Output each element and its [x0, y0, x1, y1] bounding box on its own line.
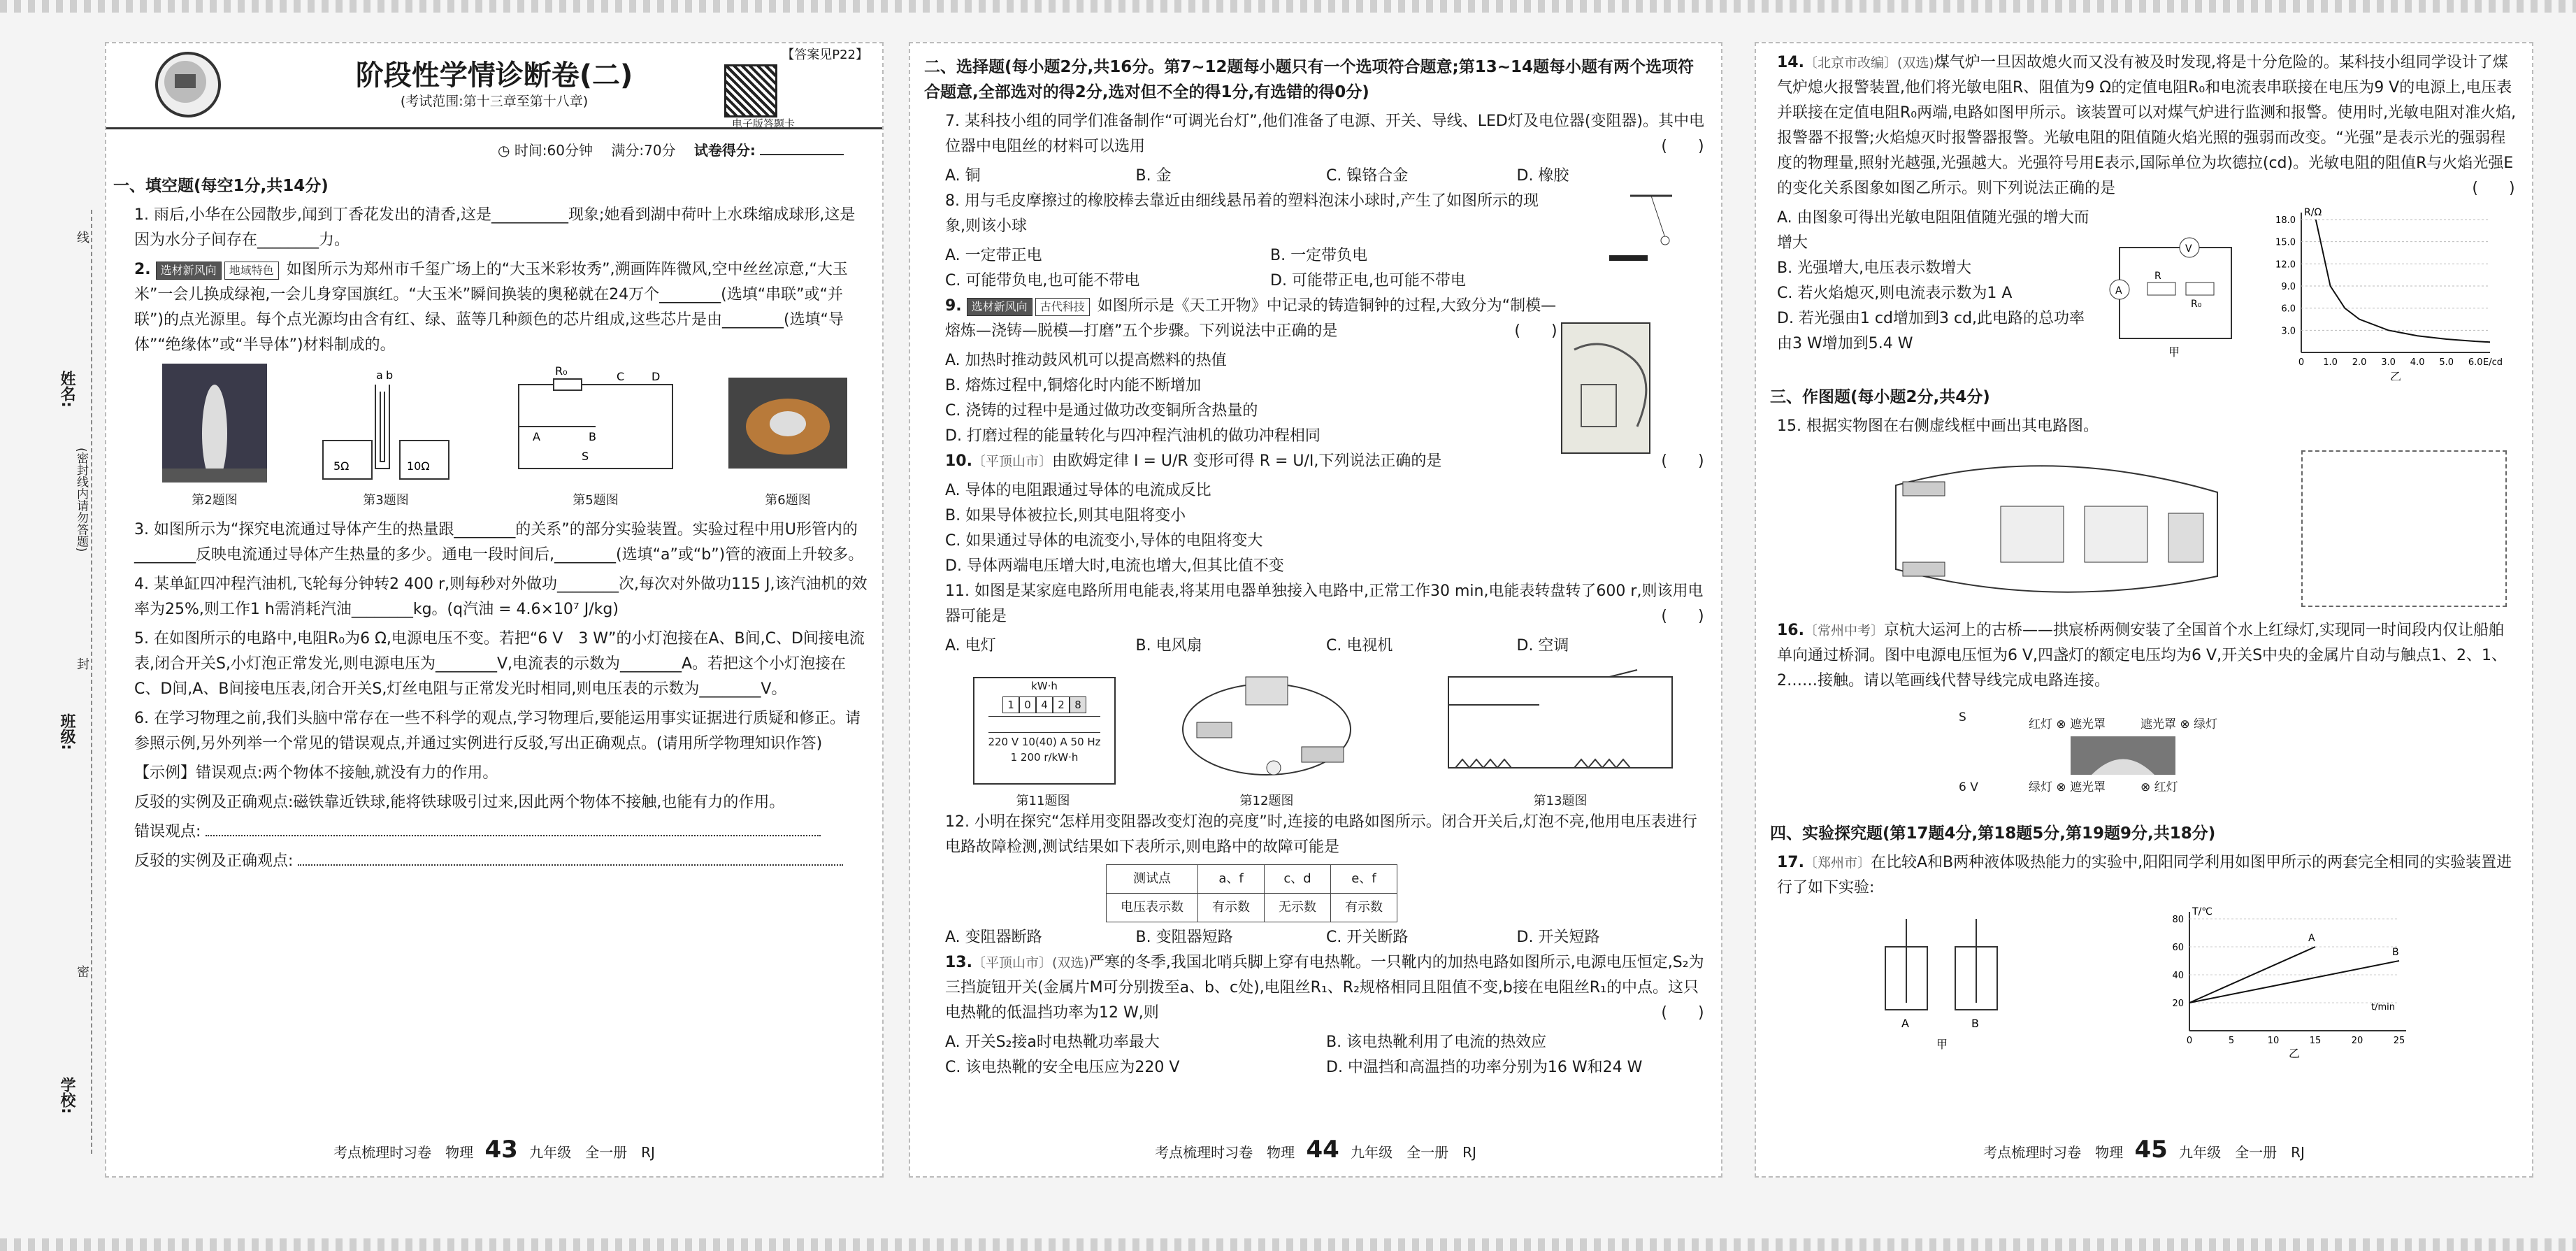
option-12b[interactable]: B. 变阻器短路 [1135, 929, 1233, 946]
score-input[interactable] [760, 138, 844, 155]
question-13: 13.〔平顶山市〕(双选)严寒的冬季,我国北哨兵脚上穿有电热靴。一只靴内的加热电路如图所示,电源电压恒定,S₂为三挡旋钮开关(金属片M可分别拨至a、b、c处),电阻丝R₁、R₂规格相同且阻值不变,b接在电阻丝R₁的中点。这只电热靴的低温挡功率为12 W,则 ( ) [924, 950, 1707, 1026]
question-4: 4. 某单缸四冲程汽油机,飞轮每分钟转2 400 r,则每秒对外做功________次,每次对外做功115 J,该汽油机的效率为25%,则工作1 h需消耗汽油________kg。(q汽油 = 4.6×10⁷ J/kg) [134, 576, 868, 618]
fill-blank-section [113, 169, 868, 878]
footer-left: 考点梳理时习卷 物理 [333, 1144, 474, 1161]
option-13d[interactable]: D. 中温挡和高温挡的功率分别为16 W和24 W [1326, 1059, 1643, 1076]
option-7c[interactable]: C. 镍铬合金 [1326, 167, 1409, 185]
question-9-options [924, 348, 1560, 449]
label-5ohm: 5Ω [333, 459, 350, 473]
x-tick-label: 20 [2351, 1036, 2363, 1046]
svg-text:R: R [2154, 271, 2161, 282]
lamp-green-2[interactable]: 绿灯 ⊗ 遮光罩 [2029, 780, 2106, 794]
x-tick-label: 5.0 [2439, 357, 2454, 368]
figure-3-diagram [309, 364, 463, 482]
svg-text:V: V [2185, 243, 2192, 255]
y-tick-label: 6.0 [2281, 303, 2296, 315]
question-1: 1. 雨后,小华在公园散步,闻到丁香花发出的清香,这是__________现象;她看到湖中荷叶上水珠缩成球形,这是因为水分子间存在________力。 [134, 206, 856, 249]
question-9-text: 如图所示是《天工开物》中记录的铸造铜钟的过程,大致分为“制模—熔炼—浇铸—脱模—打磨”五个步骤。下列说法中正确的是 [945, 297, 1557, 340]
section-2-title: 二、选择题(每小题2分,共16分。第7~12题每小题只有一个选项符合题意;第13~14题每小题有两个选项符合题意,全部选对的得2分,选对但不全的得1分,有选错的得0分) [924, 58, 1694, 101]
label-S: S [582, 450, 589, 463]
qr-code[interactable] [724, 64, 777, 117]
option-8c[interactable]: C. 可能带负电,也可能不带电 [945, 272, 1140, 289]
option-14c[interactable]: C. 若火焰熄灭,则电流表示数为1 A [1777, 285, 2013, 302]
page-45-content [1770, 50, 2518, 1059]
option-10b[interactable]: B. 如果导体被拉长,则其电阻将变小 [945, 507, 1186, 524]
option-12c[interactable]: C. 开关断路 [1326, 929, 1409, 946]
option-11a[interactable]: A. 电灯 [945, 637, 996, 655]
x-tick-label: 4.0 [2410, 357, 2425, 368]
question-14-text: 煤气炉一旦因故熄火而又没有被及时发现,将是十分危险的。某科技小组同学设计了煤气炉熄火报警装置,他们将光敏电阻R、阻值为9 Ω的定值电阻R₀和电流表串联接在电压为9 V的电源上,电压表并联接在定值电阻R₀两端,电路如图甲所示。该装置可以对煤气炉进行监测和报警。使用时,光敏电阻对准火焰,报警器不报警;火焰熄灭时报警器报警。光敏电阻的阻值随火焰光照的强弱而改变。“光强”是表示光的强弱程度的物理量,照射光越强,光强越大。光强符号用E表示,国际单位为坎德拉(cd)。光敏电阻的阻值R与火焰光强E的变化关系图象如图乙所示。则下列说法正确的是 [1777, 54, 2517, 197]
option-14b[interactable]: B. 光强增大,电压表示数增大 [1777, 259, 1972, 277]
page-title: 阶段性学情诊断卷(二) [355, 59, 633, 92]
section-1-title: 一、填空题(每空1分,共14分) [113, 177, 329, 195]
option-14d[interactable]: D. 若光强由1 cd增加到3 cd,此电路的总功率由3 W增加到5.4 W [1777, 310, 2085, 352]
question-10: 10.〔平顶山市〕由欧姆定律 I = U/R 变形可得 R = U/I,下列说法正确的是 ( ) [924, 449, 1707, 474]
series-label-B: B [2392, 947, 2399, 958]
label-A: A [533, 430, 540, 443]
seal-notice: (密封线内请勿答题) [74, 448, 88, 552]
question-13-text: 严寒的冬季,我国北哨兵脚上穿有电热靴。一只靴内的加热电路如图所示,电源电压恒定,S₂为三挡旋钮开关(金属片M可分别拨至a、b、c处),电阻丝R₁、R₂规格相同且阻值不变,b接在电阻丝R₁的中点。这只电热靴的低温挡功率为12 W,则 [945, 954, 1704, 1022]
graph-caption: 乙 [2389, 370, 2402, 380]
question-2-text: 如图所示为郑州市千玺广场上的“大玉米彩妆秀”,溯画阵阵微风,空中丝丝凉意,“大玉米”一会儿换成绿袍,一会儿身穿国旗红。“大玉米”瞬间换装的奥秘就在24万个________(选填“串联”或“并联”)的点光源里。每个点光源均由含有红、绿、蓝等几种颜色的芯片组成,这些芯片是由________(选填“导体”“绝缘体”或“半导体”)材料制成的。 [134, 261, 848, 354]
figure-8-pendulum [1595, 189, 1679, 273]
wrong-view-line [113, 820, 868, 845]
answer-box-15[interactable] [2301, 450, 2507, 607]
svg-text:A: A [1901, 1017, 1909, 1030]
question-7-options [924, 164, 1707, 189]
refute-label: 反驳的实例及正确观点: [134, 852, 294, 870]
clock-icon: ◷ [498, 142, 510, 159]
name-label: 姓名: [58, 371, 75, 408]
question-6: 6. 在学习物理之前,我们头脑中常存在一些不科学的观点,学习物理后,要能运用事实证据进行质疑和修正。请参照示例,另外列举一个常见的错误观点,并通过实例进行反驳,写出正确观点。(请用所学物理知识作答) [134, 710, 861, 752]
figure-9-book-image [1560, 322, 1651, 455]
figure-13-caption: 第13题图 [1533, 794, 1588, 808]
x-tick-label: 0 [2298, 357, 2305, 368]
x-tick-label: 2.0 [2352, 357, 2367, 368]
time-limit: 时间:60分钟 [514, 142, 593, 159]
switch-s[interactable]: S [1959, 710, 1966, 724]
meter-digit: 2 [1053, 696, 1070, 713]
question-9-block [924, 294, 1707, 449]
question-13-source: 〔平顶山市〕(双选) [972, 955, 1089, 971]
question-8-block [924, 189, 1707, 294]
option-8d[interactable]: D. 可能带正电,也可能不带电 [1270, 272, 1466, 289]
y-tick-label: 60 [2172, 943, 2184, 953]
example-2: 反驳的实例及正确观点:磁铁靠近铁球,能将铁球吸引过来,因此两个物体不接触,也能有力的作用。 [134, 794, 785, 811]
graph-caption: 乙 [2288, 1047, 2301, 1059]
meter-digit: 1 [1002, 696, 1019, 713]
question-14-block [1770, 206, 2518, 380]
figure-row-q11-q13 [945, 663, 1707, 810]
page-45 [1755, 42, 2533, 1178]
page-43 [105, 42, 884, 1178]
device-image [728, 378, 847, 469]
option-8b[interactable]: B. 一定带负电 [1270, 247, 1368, 264]
option-10c[interactable]: C. 如果通过导体的电流变小,导体的电阻将变大 [945, 532, 1263, 550]
option-13b[interactable]: B. 该电热靴利用了电流的热效应 [1326, 1034, 1547, 1051]
y-tick-label: 80 [2172, 915, 2184, 925]
x-tick-label: 5 [2228, 1036, 2235, 1046]
question-10-source: 〔平顶山市〕 [972, 454, 1052, 469]
table-row [1107, 865, 1397, 894]
x-tick-label: 0 [2186, 1036, 2193, 1046]
figure-14-graph [2259, 206, 2511, 380]
option-13a[interactable]: A. 开关S₂接a时电热靴功率最大 [945, 1034, 1160, 1051]
question-5: 5. 在如图所示的电路中,电阻R₀为6 Ω,电源电压不变。若把“6 V 3 W”的小灯泡接在A、B间,C、D间接电流表,闭合开关S,小灯泡正常发光,则电源电压为________V,电流表的示数为________A。若把这个小灯泡接在C、D间,A、B间接电压表,闭合开关S,灯丝电阻与正常发光时相同,则电压表的示数为________V。 [134, 630, 865, 698]
question-17-source: 〔郑州市〕 [1804, 855, 1871, 871]
option-9b[interactable]: B. 熔炼过程中,铜熔化时内能不断增加 [945, 377, 1202, 394]
option-12d[interactable]: D. 开关短路 [1516, 929, 1600, 946]
option-12a[interactable]: A. 变阻器断路 [945, 929, 1042, 946]
table-cell: e、f [1331, 865, 1397, 894]
lamp-red-2[interactable]: ⊗ 红灯 [2140, 780, 2178, 794]
figure-11-meter [973, 677, 1116, 785]
option-9d[interactable]: D. 打磨过程的能量转化与四冲程汽油机的做功冲程相同 [945, 427, 1321, 445]
figure-row-q2-q6 [134, 364, 868, 517]
question-10-text: 由欧姆定律 I = U/R 变形可得 R = U/I,下列说法正确的是 [1052, 452, 1442, 470]
option-7a[interactable]: A. 铜 [945, 167, 981, 185]
full-score: 满分:70分 [611, 142, 676, 159]
footer-right: 九年级 全一册 RJ [1351, 1144, 1476, 1161]
label-D: D [652, 370, 661, 383]
question-16-source: 〔常州中考〕 [1804, 623, 1884, 638]
table-cell: a、f [1198, 865, 1265, 894]
y-axis-label: T/℃ [2192, 906, 2212, 917]
qr-caption: 电子版答题卡 [731, 117, 795, 130]
x-tick-label: 15 [2309, 1036, 2322, 1046]
figure-12-caption: 第12题图 [1239, 794, 1294, 808]
label-C: C [617, 370, 625, 383]
section-4-title: 四、实验探究题(第17题4分,第18题5分,第19题9分,共18分) [1770, 824, 2216, 843]
question-17-figure [1770, 905, 2518, 1059]
label-B: B [589, 430, 596, 443]
question-15-block [1770, 443, 2518, 618]
seal-line-mark: 线 [75, 231, 89, 243]
y-tick-label: 15.0 [2275, 237, 2296, 248]
wrong-view-label: 错误观点: [134, 823, 201, 841]
question-2: 2. 选材新风向 地域特色 如图所示为郑州市千玺广场上的“大玉米彩妆秀”,溯画阵阵微风,空中丝丝凉意,“大玉米”一会儿换成绿袍,一会儿身穿国旗红。“大玉米”瞬间换装的奥秘就在24万个________(选填“串联”或“并联”)的点光源里。每个点光源均由含有红、绿、蓝等几种颜色的芯片组成,这些芯片是由________(选填“导体”“绝缘体”或“半导体”)材料制成的。 [134, 261, 848, 354]
school-label: 学校: [58, 1077, 75, 1114]
series-line-R [2316, 220, 2490, 342]
meter-unit: kW·h [1031, 680, 1058, 692]
seal-dashed-line [91, 210, 92, 1154]
tag-regional: 地域特色 [224, 262, 279, 280]
meter-spec-2: 1 200 r/kW·h [1010, 751, 1079, 764]
question-11 [924, 579, 1707, 629]
refute-input[interactable] [298, 849, 843, 866]
refute-line [113, 849, 868, 874]
x-tick-label: 3.0 [2381, 357, 2396, 368]
question-14-options [1777, 206, 2092, 357]
footer-44 [910, 1136, 1721, 1164]
question-7-text: 7. 某科技小组的同学们准备制作“可调光台灯”,他们准备了电源、开关、导线、LED灯及电位器(变阻器)。其中电位器中电阻丝的材料可以选用 [945, 113, 1705, 155]
series-label-A: A [2308, 933, 2315, 944]
svg-text:B: B [1971, 1017, 1979, 1030]
x-tick-label: 10 [2267, 1036, 2280, 1046]
bridge-image [2071, 736, 2175, 775]
meter-digits [974, 696, 1114, 713]
question-16-text: 京杭大运河上的古桥——拱宸桥两侧安装了全国首个水上红绿灯,实现同一时间段内仅让船舶单向通过桥洞。图中电源电压恒为6 V,四盏灯的额定电压均为6 V,开关S中央的金属片自动与触点1、2、1、2……接触。请以笔画线代替导线完成电路连接。 [1777, 622, 2507, 689]
figure-2-caption: 第2题图 [192, 493, 238, 508]
figure-17-graph [2147, 905, 2427, 1059]
y-axis-label: R/Ω [2304, 207, 2322, 218]
x-axis-label: E/cd [2483, 357, 2503, 368]
option-9a[interactable]: A. 加热时推动鼓风机可以提高燃料的热值 [945, 352, 1227, 369]
exam-scope: (考试范围:第十三章至第十八章) [400, 94, 589, 109]
section-3-title: 三、作图题(每小题2分,共4分) [1770, 388, 1990, 406]
page-number: 43 [484, 1136, 518, 1164]
example-1: 【示例】错误观点:两个物体不接触,就没有力的作用。 [134, 764, 498, 782]
table-cell: 电压表示数 [1107, 894, 1198, 922]
secret-mark: 密 [75, 965, 89, 978]
figure-17-apparatus [1875, 919, 2015, 1052]
x-tick-label: 1.0 [2323, 357, 2338, 368]
y-tick-label: 9.0 [2281, 282, 2296, 292]
answer-paren-9[interactable]: ( ) [1514, 322, 1557, 340]
footer-left: 考点梳理时习卷 物理 [1155, 1144, 1295, 1161]
answer-paren-14[interactable]: ( ) [2472, 180, 2515, 197]
option-14a[interactable]: A. 由图象可得出光敏电阻阻值随光强的增大而增大 [1777, 209, 2089, 252]
question-7 [924, 109, 1707, 159]
question-12-options [924, 925, 1707, 950]
y-tick-label: 18.0 [2275, 215, 2296, 226]
answer-paren-7[interactable]: ( ) [1661, 138, 1704, 155]
option-10a[interactable]: A. 导体的电阻跟通过导体的电流成反比 [945, 482, 1211, 499]
option-7b[interactable]: B. 金 [1135, 167, 1172, 185]
meter-digit: 0 [1019, 696, 1036, 713]
label-b: b [386, 369, 394, 382]
choice-section [924, 50, 1707, 1080]
class-label: 班级: [58, 713, 75, 750]
figure-14-circuit [2106, 220, 2245, 359]
option-8a[interactable]: A. 一定带正电 [945, 247, 1042, 264]
score-label: 试卷得分: [693, 142, 756, 159]
lamp-green-1[interactable]: 遮光罩 ⊗ 绿灯 [2140, 717, 2218, 731]
figure-5-diagram [512, 364, 679, 482]
figure-6-photo [728, 378, 847, 469]
question-17-text: 在比较A和B两种液体吸热能力的实验中,阳阳同学利用如图甲所示的两套完全相同的实验装置进行了如下实验: [1777, 854, 2512, 896]
option-7d[interactable]: D. 橡胶 [1516, 167, 1569, 185]
page-number: 45 [2134, 1136, 2168, 1164]
tag-ancient-tech: 古代科技 [1035, 298, 1090, 316]
question-8: 8. 用与毛皮摩擦过的橡胶棒去靠近由细线悬吊着的塑料泡沫小球时,产生了如图所示的现象,则该小球 [945, 192, 1539, 235]
footer-right: 九年级 全一册 RJ [529, 1144, 655, 1161]
page-number: 44 [1306, 1136, 1339, 1164]
question-11-options [924, 634, 1707, 659]
question-12-table-wrap [924, 864, 1707, 922]
question-15-text: 15. 根据实物图在右侧虚线框中画出其电路图。 [1777, 417, 2099, 435]
series-line-B [2189, 961, 2399, 1003]
figure-3-caption: 第3题图 [363, 493, 409, 508]
option-11c[interactable]: C. 电视机 [1326, 637, 1393, 655]
question-3: 3. 如图所示为“探究电流通过导体产生的热量跟________的关系”的部分实验装置。实验过程中用U形管内的________反映电流通过导体产生热量的多少。通电一段时间后,________(选填“a”或“b”)管的液面上升较多。 [134, 521, 864, 564]
answer-paren-11[interactable]: ( ) [1661, 608, 1704, 625]
question-9: 9. 选材新风向 古代科技 如图所示是《天工开物》中记录的铸造铜钟的过程,大致分为“制模—熔炼—浇铸—脱模—打磨”五个步骤。下列说法中正确的是 ( ) [924, 294, 1560, 344]
question-13-options [924, 1030, 1707, 1080]
meter-disc-icon [988, 716, 1100, 733]
table-cell: 测试点 [1107, 865, 1198, 894]
table-row [1107, 894, 1397, 922]
table-cell: 无示数 [1265, 894, 1331, 922]
footer-right: 九年级 全一册 RJ [2179, 1144, 2305, 1161]
option-10d[interactable]: D. 导体两端电压增大时,电流也增大,但其比值不变 [945, 557, 1284, 575]
table-cell: 有示数 [1331, 894, 1397, 922]
figure-2-photo [162, 364, 267, 482]
meter-digit: 4 [1036, 696, 1053, 713]
footer-left: 考点梳理时习卷 物理 [1983, 1144, 2124, 1161]
label-r0: R₀ [555, 364, 568, 378]
u-tube-icon [309, 364, 463, 482]
footer-45 [1756, 1136, 2532, 1164]
answer-paren-13[interactable]: ( ) [1661, 1004, 1704, 1022]
meter-spec-1: 220 V 10(40) A 50 Hz [988, 736, 1101, 748]
svg-text:R₀: R₀ [2191, 299, 2202, 310]
answer-paren-10[interactable]: ( ) [1661, 452, 1704, 470]
exam-meta [498, 138, 844, 159]
question-16: 16.〔常州中考〕京杭大运河上的古桥——拱宸桥两侧安装了全国首个水上红绿灯,实现同一时间段内仅让船舶单向通过桥洞。图中电源电压恒为6 V,四盏灯的额定电压均为6 V,开关S中央的金属片自动与触点1、2、1、2……接触。请以笔画线代替导线完成电路连接。 [1777, 622, 2507, 689]
option-13c[interactable]: C. 该电热靴的安全电压应为220 V [945, 1059, 1180, 1076]
x-axis-label: t/min [2371, 1002, 2395, 1013]
question-14: 14.〔北京市改编〕(双选)煤气炉一旦因故熄火而又没有被及时发现,将是十分危险的。某科技小组同学设计了煤气炉熄火报警装置,他们将光敏电阻R、阻值为9 Ω的定值电阻R₀和电流表串联接在电压为9 V的电源上,电压表并联接在定值电阻R₀两端,电路如图甲所示。该装置可以对煤气炉进行监测和报警。使用时,光敏电阻对准火焰,报警器不报警;火焰熄灭时报警器报警。光敏电阻的阻值随火焰光照的强弱而改变。“光强”是表示光的强弱程度的物理量,照射光越强,光强越大。光强符号用E表示,国际单位为坎德拉(cd)。光敏电阻的阻值R与火焰光强E的变化关系图象如图乙所示。则下列说法正确的是 ( ) [1770, 50, 2518, 201]
question-11-text: 11. 如图是某家庭电路所用电能表,将某用电器单独接入电路中,正常工作30 min,电能表转盘转了600 r,则该用电器可能是 [945, 582, 1704, 625]
tag-new-trend: 选材新风向 [156, 262, 222, 280]
y-tick-label: 20 [2172, 999, 2184, 1009]
border-top [0, 0, 2576, 13]
tower-image [162, 364, 267, 482]
option-11b[interactable]: B. 电风扇 [1135, 637, 1202, 655]
figure-5-caption: 第5题图 [573, 493, 619, 508]
fig17-caption-jia: 甲 [1936, 1038, 1948, 1051]
figure-15-physical-circuit [1854, 443, 2245, 611]
question-15 [1770, 414, 2518, 439]
question-12: 12. 小明在探究“怎样用变阻器改变灯泡的亮度”时,连接的电路如图所示。闭合开关后,灯泡不亮,他用电压表进行电路故障检测,测试结果如下表所示,则电路中的故障可能是 [945, 813, 1697, 856]
fig14-caption-jia: 甲 [2168, 345, 2180, 359]
x-tick-label: 25 [2393, 1036, 2405, 1046]
tag-new-trend-9: 选材新风向 [967, 298, 1032, 316]
circuit-5-icon [512, 364, 679, 482]
y-tick-label: 3.0 [2281, 326, 2296, 337]
figure-11-caption: 第11题图 [1016, 794, 1070, 808]
meter-digit: 8 [1070, 696, 1086, 713]
figure-12-circuit [1169, 663, 1365, 785]
page-44 [909, 42, 1722, 1178]
label-10ohm: 10Ω [407, 459, 430, 473]
wrong-view-input[interactable] [206, 820, 821, 836]
battery-6v: 6 V [1959, 780, 1978, 794]
binding-strip [42, 210, 98, 1154]
figure-6-caption: 第6题图 [765, 493, 811, 508]
y-tick-label: 12.0 [2275, 259, 2296, 271]
svg-text:A: A [2115, 285, 2122, 296]
question-12-table [1106, 864, 1397, 922]
label-a: a [376, 369, 383, 382]
question-8-options [924, 243, 1595, 294]
y-tick-label: 40 [2172, 971, 2184, 981]
question-17: 17.〔郑州市〕在比较A和B两种液体吸热能力的实验中,阳阳同学利用如图甲所示的两套完全相同的实验装置进行了如下实验: [1777, 854, 2512, 896]
option-9c[interactable]: C. 浇铸的过程中是通过做功改变铜所含热量的 [945, 402, 1258, 420]
seal-mark: 封 [75, 657, 89, 670]
figure-13-circuit [1434, 663, 1686, 785]
footer-43 [106, 1136, 882, 1164]
question-14-source: 〔北京市改编〕(双选) [1804, 55, 1934, 71]
x-tick-label: 6.0 [2468, 357, 2483, 368]
border-bottom [0, 1238, 2576, 1251]
table-cell: c、d [1265, 865, 1331, 894]
table-cell: 有示数 [1198, 894, 1265, 922]
question-16-figure [1770, 698, 2518, 817]
question-10-options [924, 478, 1707, 579]
lamp-red-1[interactable]: 红灯 ⊗ 遮光罩 [2029, 717, 2106, 731]
option-11d[interactable]: D. 空调 [1516, 637, 1569, 655]
answer-reference: 【答案见P22】 [782, 48, 868, 62]
